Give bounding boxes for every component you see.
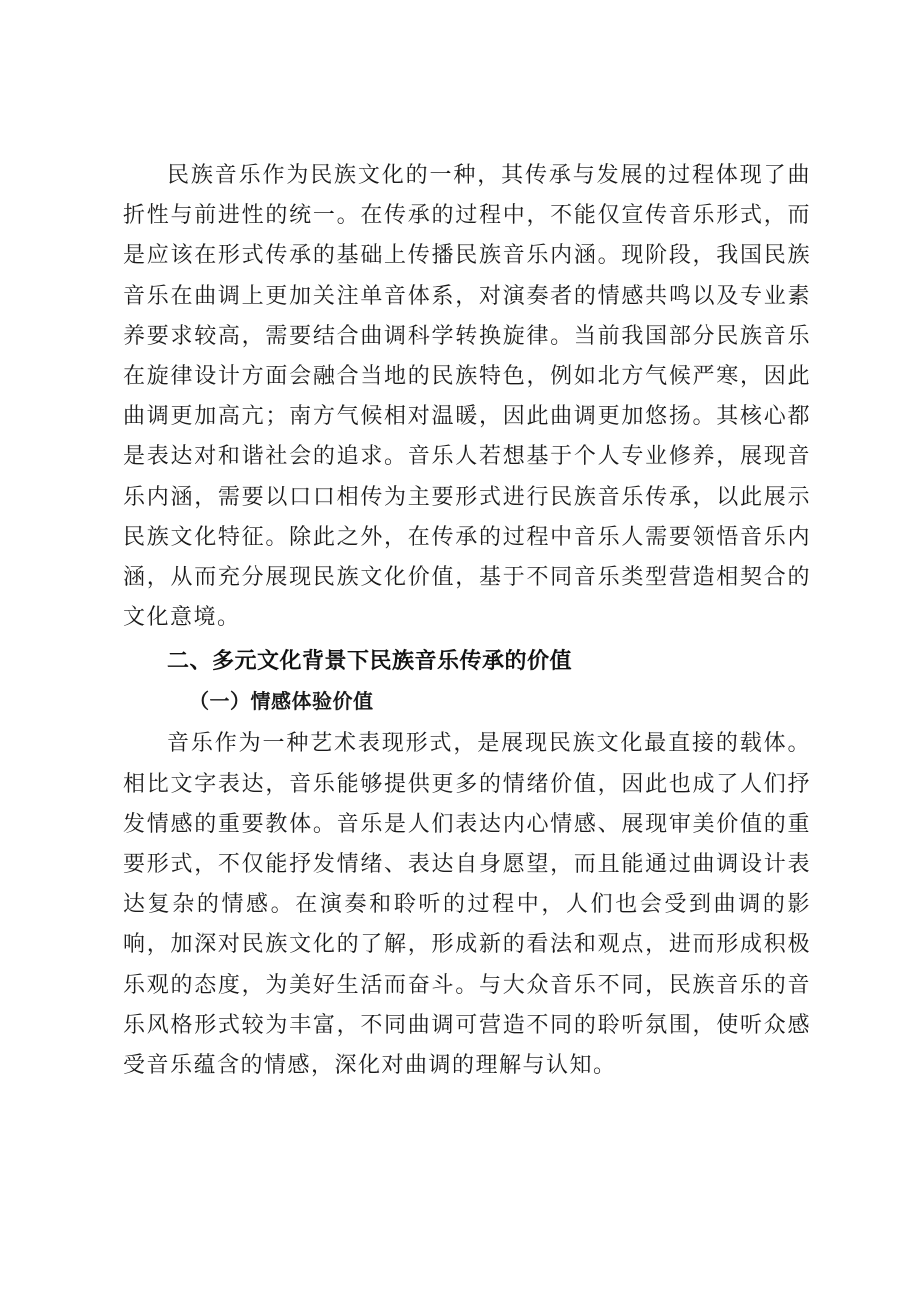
section-heading-2: 二、多元文化背景下民族音乐传承的价值 (167, 649, 573, 675)
subsection-heading-1: （一）情感体验价值 (189, 689, 374, 714)
document-body (123, 156, 811, 1086)
body-paragraph-1: 民族音乐作为民族文化的一种，其传承与发展的过程体现了曲折性与前进性的统一。在传承的过程中，不能仅宣传音乐形式，而是应该在形式传承的基础上传播民族音乐内涵。现阶段，我国民族音乐在曲调上更加关注单音体系，对演奏者的情感共鸣以及专业素养要求较高，需要结合曲调科学转换旋律。当前我国部分民族音乐在旋律设计方面会融合当地的民族特色，例如北方气候严寒，因此曲调更加高亢；南方气候相对温暖，因此曲调更加悠扬。其核心都是表达对和谐社会的追求。音乐人若想基于个人专业修养，展现音乐内涵，需要以口口相传为主要形式进行民族音乐传承，以此展示民族文化特征。除此之外，在传承的过程中音乐人需要领悟音乐内涵，从而充分展现民族文化价值，基于不同音乐类型营造相契合的文化意境。 (123, 163, 811, 631)
body-paragraph-2: 音乐作为一种艺术表现形式，是展现民族文化最直接的载体。相比文字表达，音乐能够提供更多的情绪价值，因此也成了人们抒发情感的重要教体。音乐是人们表达内心情感、展现审美价值的重要形式，不仅能抒发情绪、表达自身愿望，而且能通过曲调设计表达复杂的情感。在演奏和聆听的过程中，人们也会受到曲调的影响，加深对民族文化的了解，形成新的看法和观点，进而形成积极乐观的态度，为美好生活而奋斗。与大众音乐不同，民族音乐的音乐风格形式较为丰富，不同曲调可营造不同的聆听氛围，使听众感受音乐蕴含的情感，深化对曲调的理解与认知。 (123, 731, 811, 1079)
